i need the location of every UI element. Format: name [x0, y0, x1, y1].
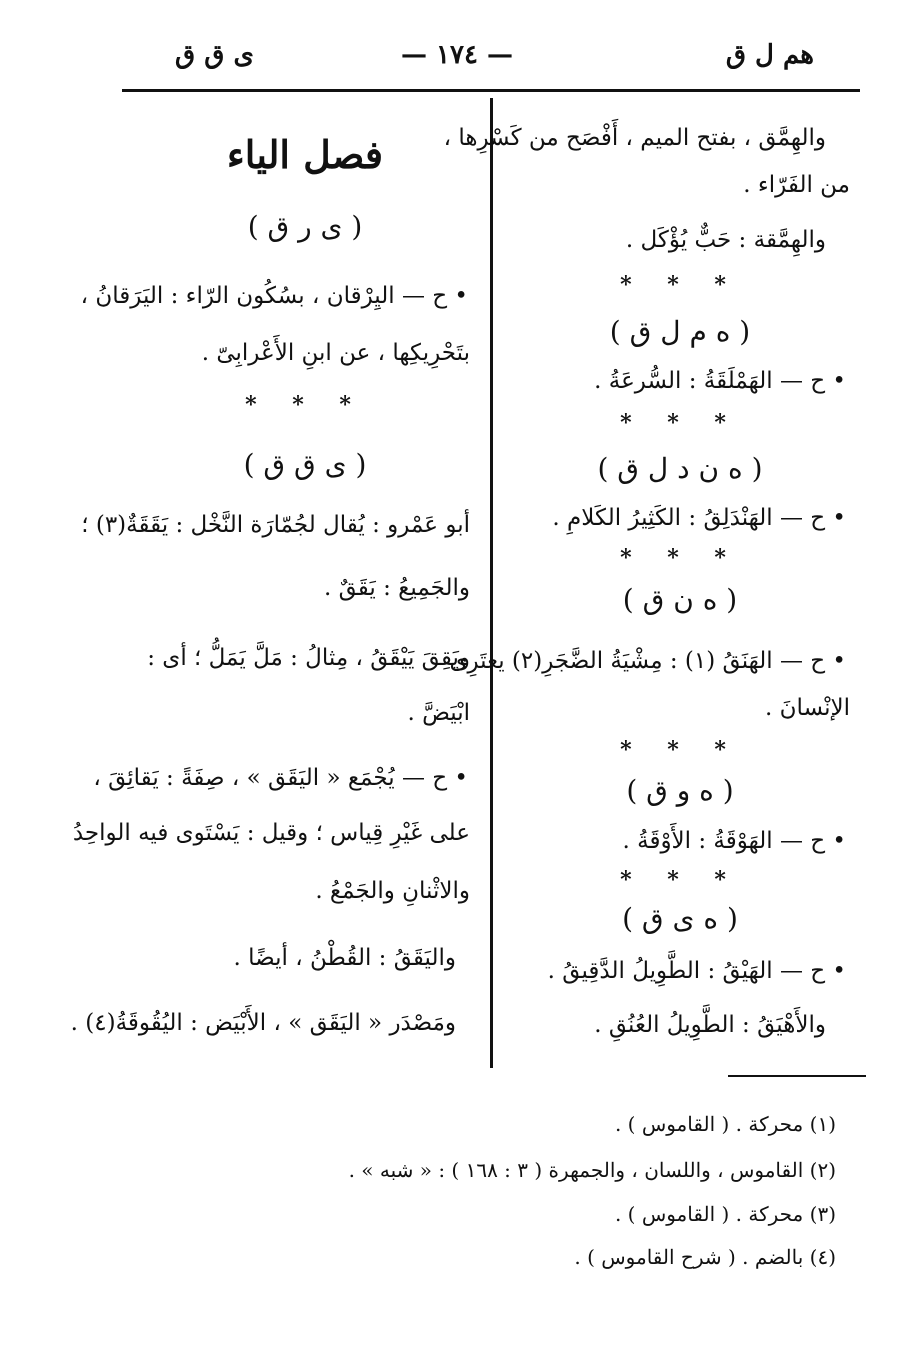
section-separator: * * * — [620, 545, 740, 571]
text-line: ابْيَضَّ . — [407, 700, 470, 726]
text-line: بتَحْرِيكِها ، عن ابنِ الأَعْرابِىّ . — [201, 340, 470, 366]
entry-heading: ( ى ر ق ) — [247, 210, 363, 243]
page-number: — ١٧٤ — — [400, 40, 514, 70]
running-head-right: هم ل ق — [725, 40, 814, 70]
section-separator: * * * — [620, 737, 740, 763]
section-separator: * * * — [245, 392, 365, 418]
text-line: • ح — يُجْمَع « اليَقَق » ، صِفَةً : يَقائِقَ ، — [93, 765, 468, 791]
text-line: • ح — الهَنْدَلِقُ : الكَثِيرُ الكَلامِ . — [552, 505, 846, 531]
footnote: (٣) محركة . ( القاموس ) . — [614, 1202, 836, 1226]
header-rule — [122, 89, 860, 92]
section-separator: * * * — [620, 272, 740, 298]
entry-heading: ( ه ن ق ) — [622, 583, 738, 616]
footnote-rule — [728, 1075, 866, 1077]
footnote: (٤) بالضم . ( شرح القاموس ) . — [574, 1245, 836, 1269]
text-line: أبو عَمْرو : يُقال لجُمّارَة النَّخْل : يَقَقَةٌ(٣) ؛ — [81, 512, 470, 538]
text-line: على غَيْرِ قِياس ؛ وقيل : يَسْتَوى فيه الواحِدُ — [72, 820, 470, 846]
column-divider — [490, 98, 493, 1068]
text-line: ومَصْدَر « اليَقَق » ، الأَبْيَض : اليُقُوقَةُ(٤) . — [70, 1010, 456, 1036]
footnote: (٢) القاموس ، واللسان ، والجمهرة ( ٣ : ١٦٨ ) : « شبه » . — [348, 1158, 836, 1182]
text-line: من الفَرّاء . — [743, 172, 850, 198]
footnote: (١) محركة . ( القاموس ) . — [614, 1112, 836, 1136]
section-title: فصل الياء — [226, 132, 384, 177]
text-line: والهِمَّقة : حَبٌّ يُؤْكَل . — [625, 227, 826, 253]
text-line: • ح — الهَمْلَقَةُ : السُّرعَةُ . — [594, 368, 846, 394]
section-separator: * * * — [620, 867, 740, 893]
entry-heading: ( ى ق ق ) — [243, 448, 367, 481]
text-line: • ح — اليِرْقان ، بسُكُون الرّاء : اليَرَقانُ ، — [80, 283, 468, 309]
section-separator: * * * — [620, 410, 740, 436]
text-line: الإنْسانَ . — [765, 695, 850, 721]
text-line: والجَمِيعُ : يَقَقٌ . — [323, 575, 470, 601]
text-line: والأَهْيَقُ : الطَّوِيلُ العُنُقِ . — [594, 1012, 826, 1038]
entry-heading: ( ه و ق ) — [626, 774, 734, 807]
text-line: ويَقِقَ يَيْقَقُ ، مِثالُ : مَلَّ يَمَلُّ ؛ أى : — [147, 645, 470, 671]
text-line: واليَقَقُ : القُطْنُ ، أيضًا . — [233, 945, 456, 971]
entry-heading: ( ه م ل ق ) — [609, 315, 751, 348]
text-line: • ح — الهَنَقُ (١) : مِشْيَةُ الضَّجَرِ(٢) يعتَرِى — [449, 648, 846, 674]
running-head-left: ى ق ق — [175, 40, 254, 70]
entry-heading: ( ه ن د ل ق ) — [597, 452, 763, 485]
text-line: والاثْنانِ والجَمْعُ . — [315, 878, 470, 904]
text-line: • ح — الهَوْقَةُ : الأَوْقَةُ . — [622, 828, 846, 854]
text-line: • ح — الهَيْقُ : الطَّوِيلُ الدَّقِيقُ . — [547, 958, 846, 984]
entry-heading: ( ه ى ق ) — [622, 902, 738, 935]
text-line: والهِمَّق ، بفتح الميم ، أَفْصَح من كَسْرِها ، — [443, 125, 826, 151]
